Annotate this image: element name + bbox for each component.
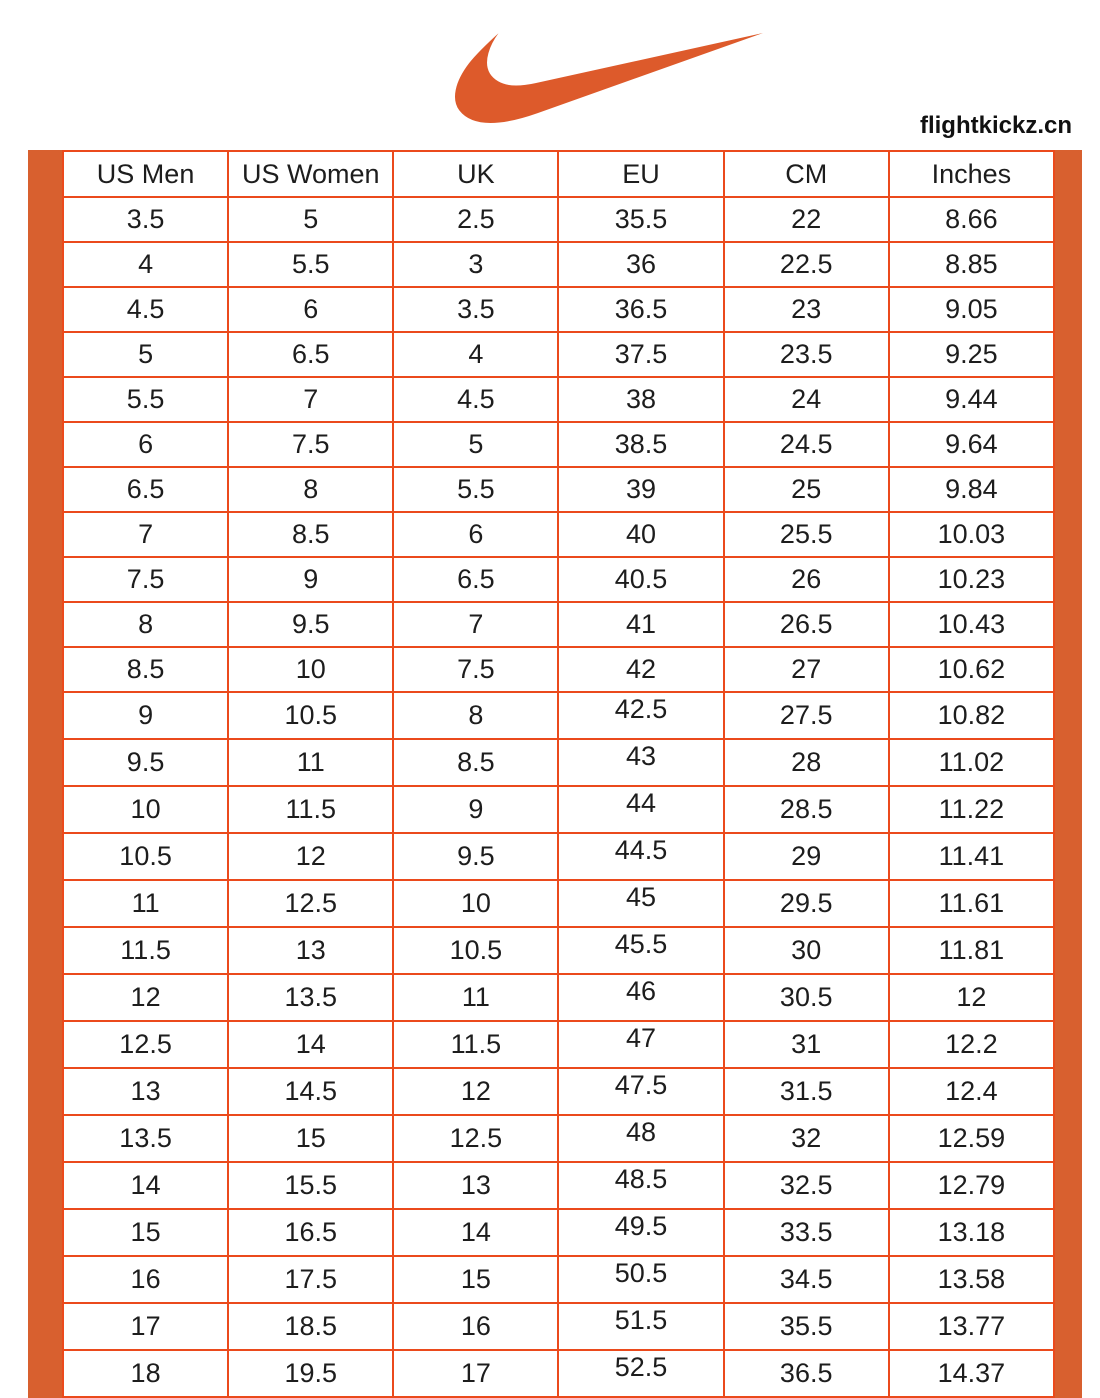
size-cell: 40 [558,512,723,557]
size-cell: 17 [63,1303,228,1350]
size-cell: 8.5 [63,647,228,692]
size-cell: 11.61 [889,880,1054,927]
size-cell: 9.5 [393,833,558,880]
size-cell: 15 [63,1209,228,1256]
size-cell: 14 [228,1021,393,1068]
size-cell: 13 [393,1162,558,1209]
table-row [63,422,1054,467]
size-cell: 14.37 [889,1350,1054,1397]
size-cell: 22.5 [724,242,889,287]
size-cell: 8.5 [228,512,393,557]
size-cell: 26.5 [724,602,889,647]
size-cell: 5.5 [63,377,228,422]
size-cell: 45 [558,880,723,927]
size-cell: 9.44 [889,377,1054,422]
size-cell: 11.41 [889,833,1054,880]
size-cell: 16 [63,1256,228,1303]
size-cell: 14.5 [228,1068,393,1115]
table-row [63,1256,1054,1303]
size-cell: 10.82 [889,692,1054,739]
size-cell: 10.5 [63,833,228,880]
size-cell: 32 [724,1115,889,1162]
size-cell: 28 [724,739,889,786]
size-cell: 12.4 [889,1068,1054,1115]
size-cell: 37.5 [558,332,723,377]
size-cell: 10.43 [889,602,1054,647]
size-cell: 12.79 [889,1162,1054,1209]
size-cell: 7.5 [63,557,228,602]
size-cell: 6.5 [228,332,393,377]
size-cell: 7.5 [228,422,393,467]
size-cell: 17 [393,1350,558,1397]
size-cell: 6 [228,287,393,332]
size-cell: 36.5 [724,1350,889,1397]
size-cell: 6.5 [63,467,228,512]
size-cell: 11.81 [889,927,1054,974]
size-cell: 15 [228,1115,393,1162]
column-header-eu: EU [558,151,723,197]
size-cell: 32.5 [724,1162,889,1209]
left-accent-bar [28,150,62,1398]
size-cell: 13 [228,927,393,974]
size-cell: 23.5 [724,332,889,377]
size-cell: 13.5 [63,1115,228,1162]
size-cell: 13.58 [889,1256,1054,1303]
size-cell: 4.5 [393,377,558,422]
size-cell: 18 [63,1350,228,1397]
size-cell: 23 [724,287,889,332]
size-cell: 38 [558,377,723,422]
size-cell: 13.18 [889,1209,1054,1256]
size-cell: 9.5 [228,602,393,647]
size-cell: 10.5 [393,927,558,974]
size-cell: 9 [228,557,393,602]
size-cell: 12.2 [889,1021,1054,1068]
size-cell: 11.5 [63,927,228,974]
size-cell: 41 [558,602,723,647]
right-accent-bar [1055,150,1082,1398]
size-cell: 7 [393,602,558,647]
size-cell: 5.5 [393,467,558,512]
size-cell: 11.22 [889,786,1054,833]
size-cell: 45.5 [558,927,723,974]
size-cell: 39 [558,467,723,512]
size-cell: 8.85 [889,242,1054,287]
size-cell: 34.5 [724,1256,889,1303]
size-cell: 12.5 [228,880,393,927]
size-cell: 14 [393,1209,558,1256]
size-cell: 51.5 [558,1303,723,1350]
size-cell: 27 [724,647,889,692]
size-cell: 8.66 [889,197,1054,242]
table-row [63,242,1054,287]
size-cell: 12 [393,1068,558,1115]
size-cell: 14 [63,1162,228,1209]
table-row [63,833,1054,880]
size-cell: 3 [393,242,558,287]
table-row [63,602,1054,647]
table-row [63,692,1054,739]
size-cell: 4 [63,242,228,287]
column-header-cm: CM [724,151,889,197]
size-cell: 12.5 [63,1021,228,1068]
size-cell: 24.5 [724,422,889,467]
size-cell: 9.25 [889,332,1054,377]
size-cell: 9.05 [889,287,1054,332]
size-cell: 36 [558,242,723,287]
header-row [63,151,1054,197]
size-cell: 50.5 [558,1256,723,1303]
size-cell: 46 [558,974,723,1021]
size-cell: 12 [228,833,393,880]
table-row [63,467,1054,512]
size-cell: 10 [228,647,393,692]
table-row [63,1068,1054,1115]
size-cell: 44 [558,786,723,833]
size-cell: 6 [393,512,558,557]
size-cell: 49.5 [558,1209,723,1256]
size-cell: 5 [63,332,228,377]
table-row [63,512,1054,557]
table-row [63,739,1054,786]
size-cell: 5 [228,197,393,242]
size-cell: 5.5 [228,242,393,287]
size-cell: 33.5 [724,1209,889,1256]
size-cell: 8.5 [393,739,558,786]
size-cell: 36.5 [558,287,723,332]
size-cell: 44.5 [558,833,723,880]
size-cell: 4.5 [63,287,228,332]
size-cell: 47 [558,1021,723,1068]
size-cell: 16 [393,1303,558,1350]
column-header-us-men: US Men [63,151,228,197]
table-row [63,332,1054,377]
size-cell: 7 [228,377,393,422]
size-cell: 11.5 [228,786,393,833]
size-cell: 8 [63,602,228,647]
size-cell: 28.5 [724,786,889,833]
size-cell: 11 [228,739,393,786]
size-cell: 17.5 [228,1256,393,1303]
size-cell: 30 [724,927,889,974]
size-cell: 12 [889,974,1054,1021]
size-cell: 12.59 [889,1115,1054,1162]
size-cell: 29.5 [724,880,889,927]
size-cell: 27.5 [724,692,889,739]
table-row [63,927,1054,974]
size-cell: 18.5 [228,1303,393,1350]
watermark-text: flightkickz.cn [919,112,1072,139]
size-cell: 11 [63,880,228,927]
table-row [63,1303,1054,1350]
size-cell: 24 [724,377,889,422]
size-cell: 42 [558,647,723,692]
size-cell: 52.5 [558,1350,723,1397]
size-cell: 43 [558,739,723,786]
table-row [63,557,1054,602]
table-row [63,974,1054,1021]
size-cell: 29 [724,833,889,880]
size-cell: 30.5 [724,974,889,1021]
table-row [63,1162,1054,1209]
size-cell: 35.5 [724,1303,889,1350]
column-header-inches: Inches [889,151,1054,197]
size-cell: 9 [63,692,228,739]
size-cell: 26 [724,557,889,602]
size-cell: 11 [393,974,558,1021]
table-row [63,1115,1054,1162]
size-cell: 25 [724,467,889,512]
size-cell: 15 [393,1256,558,1303]
size-cell: 12 [63,974,228,1021]
size-cell: 13.5 [228,974,393,1021]
table-row [63,377,1054,422]
size-cell: 10.03 [889,512,1054,557]
size-cell: 6 [63,422,228,467]
size-cell: 16.5 [228,1209,393,1256]
size-table-body [63,197,1054,1397]
size-cell: 3.5 [393,287,558,332]
size-cell: 10.62 [889,647,1054,692]
size-cell: 40.5 [558,557,723,602]
size-cell: 48 [558,1115,723,1162]
size-cell: 9.84 [889,467,1054,512]
size-cell: 38.5 [558,422,723,467]
size-cell: 4 [393,332,558,377]
size-cell: 8 [228,467,393,512]
size-cell: 15.5 [228,1162,393,1209]
size-cell: 10.23 [889,557,1054,602]
table-row [63,1209,1054,1256]
size-cell: 8 [393,692,558,739]
size-cell: 31.5 [724,1068,889,1115]
size-cell: 12.5 [393,1115,558,1162]
size-cell: 13.77 [889,1303,1054,1350]
size-cell: 22 [724,197,889,242]
size-cell: 31 [724,1021,889,1068]
column-header-us-women: US Women [228,151,393,197]
size-cell: 13 [63,1068,228,1115]
size-conversion-table [62,150,1055,1398]
table-row [63,786,1054,833]
table-row [63,197,1054,242]
size-cell: 2.5 [393,197,558,242]
table-row [63,1021,1054,1068]
size-cell: 25.5 [724,512,889,557]
column-header-uk: UK [393,151,558,197]
size-cell: 6.5 [393,557,558,602]
size-cell: 19.5 [228,1350,393,1397]
size-cell: 10 [63,786,228,833]
size-cell: 11.02 [889,739,1054,786]
size-cell: 3.5 [63,197,228,242]
size-cell: 9 [393,786,558,833]
table-row [63,647,1054,692]
size-cell: 47.5 [558,1068,723,1115]
size-cell: 11.5 [393,1021,558,1068]
table-row [63,287,1054,332]
size-cell: 9.64 [889,422,1054,467]
size-cell: 9.5 [63,739,228,786]
size-cell: 7 [63,512,228,557]
size-cell: 10.5 [228,692,393,739]
size-cell: 7.5 [393,647,558,692]
size-table-head [63,151,1054,197]
size-chart [28,150,1082,1398]
header [0,0,1100,150]
size-cell: 48.5 [558,1162,723,1209]
size-cell: 42.5 [558,692,723,739]
size-cell: 35.5 [558,197,723,242]
table-row [63,880,1054,927]
table-row [63,1350,1054,1397]
nike-swoosh-icon [455,18,765,138]
size-cell: 10 [393,880,558,927]
size-cell: 5 [393,422,558,467]
